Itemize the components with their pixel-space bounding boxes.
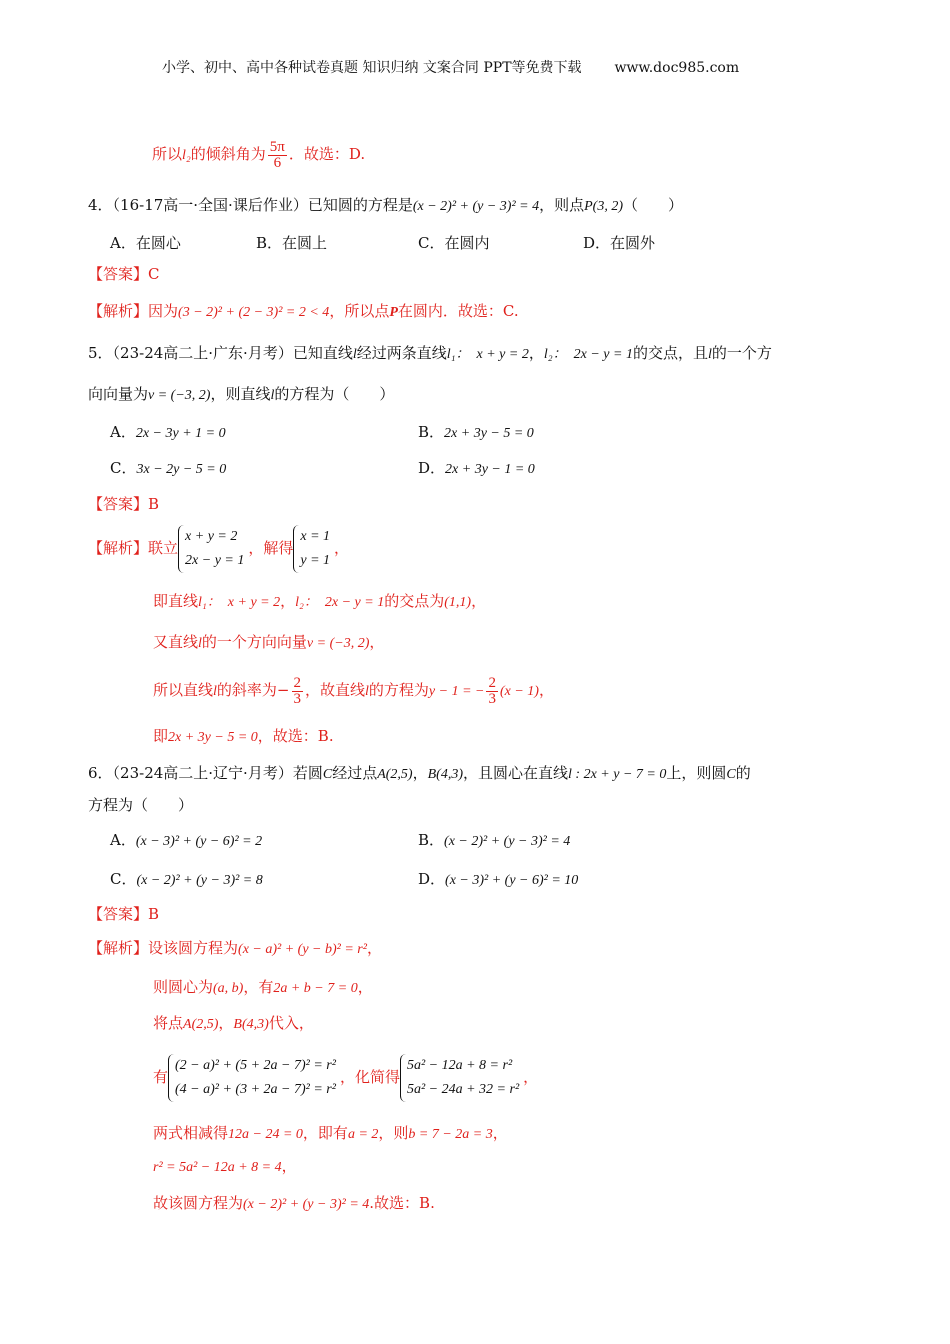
- question-4-option-c[interactable]: C．在圆内: [418, 234, 490, 252]
- question-5-analysis-step5: 即2x + 3y − 5 = 0，故选：B.: [153, 727, 334, 745]
- question-6-analysis-step5: 两式相减得12a − 24 = 0，即有a = 2，则b = 7 − 2a = 3，: [153, 1124, 508, 1142]
- question-6-analysis-step7: 故该圆方程为(x − 2)² + (y − 3)² = 4.故选：B.: [153, 1194, 435, 1212]
- question-5-analysis-step4: 所以直线l的斜率为− $\frac{2}{3}$ ，故直线l的方程为y − 1 = − $\frac{2}{3}$ (x − 1)，: [153, 674, 554, 707]
- question-5-option-d[interactable]: D．2x + 3y − 1 = 0: [418, 459, 535, 477]
- question-6-analysis-step1: 【解析】设该圆方程为(x − a)² + (y − b)² = r²，: [88, 939, 382, 957]
- question-5-analysis-step2: 即直线l₁： x + y = 2，l₂： 2x − y = 1的交点为(1,1)，: [153, 592, 487, 610]
- question-6-stem-line2: 方程为（ ）: [88, 796, 194, 814]
- question-4-option-b[interactable]: B．在圆上: [256, 234, 328, 252]
- question-6-answer: 【答案】B: [88, 905, 160, 923]
- question-5-analysis-step3: 又直线l的一个方向向量v = (−3, 2)，: [153, 633, 385, 651]
- question-6-analysis-step2: 则圆心为(a, b)，有2a + b − 7 = 0，: [153, 978, 373, 996]
- question-4-analysis: 【解析】因为(3 − 2)² + (2 − 3)² = 2 < 4，所以点P在圆内．故选：C.: [88, 302, 519, 320]
- question-6-stem-line1: 6．（23-24高二上·辽宁·月考）若圆C经过点A(2,5)，B(4,3)，且圆心在直线l : 2x + y − 7 = 0上，则圆C的: [88, 764, 751, 782]
- question-5-stem-line2: 向向量为v = (−3, 2)，则直线l的方程为（ ）: [88, 385, 395, 403]
- header-text: 小学、初中、高中各种试卷真题 知识归纳 文案合同 PPT等免费下载: [162, 60, 582, 76]
- previous-solution-conclusion: 所以l₂的倾斜角为 $\frac{5\pi}{6}$ ．故选：D.: [152, 138, 366, 171]
- header-url[interactable]: www.doc985.com: [614, 60, 740, 76]
- question-6-option-d[interactable]: D．(x − 3)² + (y − 6)² = 10: [418, 870, 579, 888]
- question-5-answer: 【答案】B: [88, 495, 160, 513]
- question-4-answer: 【答案】C: [88, 265, 160, 283]
- question-6-analysis-step4: 有 (2 − a)² + (5 + 2a − 7)² = r² (4 − a)² + (3 + 2a − 7)² = r² ，化简得 5a² − 12a + 8 = r² 5a² − 24a + 32 = r² ，: [153, 1049, 538, 1105]
- question-4-stem: 4．（16-17高一·全国·课后作业）已知圆的方程是(x − 2)² + (y − 3)² = 4，则点P(3, 2)（ ）: [88, 196, 684, 214]
- question-5-option-b[interactable]: B．2x + 3y − 5 = 0: [418, 423, 534, 441]
- question-6-option-c[interactable]: C．(x − 2)² + (y − 3)² = 8: [110, 870, 263, 888]
- page-header: [162, 57, 739, 79]
- question-6-analysis-step3: 将点A(2,5)，B(4,3)代入，: [153, 1014, 314, 1032]
- question-6-option-b[interactable]: B．(x − 2)² + (y − 3)² = 4: [418, 831, 571, 849]
- question-6-analysis-step6: r² = 5a² − 12a + 8 = 4，: [153, 1157, 297, 1175]
- question-4-option-a[interactable]: A．在圆心: [110, 234, 181, 252]
- question-5-option-a[interactable]: A．2x − 3y + 1 = 0: [110, 423, 226, 441]
- question-6-option-a[interactable]: A．(x − 3)² + (y − 6)² = 2: [110, 831, 263, 849]
- question-5-option-c[interactable]: C．3x − 2y − 5 = 0: [110, 459, 227, 477]
- question-4-option-d[interactable]: D．在圆外: [583, 234, 656, 252]
- question-5-analysis-step1: 【解析】联立 x + y = 2 2x − y = 1 ，解得 x = 1 y = 1 ，: [88, 522, 349, 574]
- question-5-stem-line1: 5．（23-24高二上·广东·月考）已知直线l经过两条直线l₁： x + y = 2，l₂： 2x − y = 1的交点，且l的一个方: [88, 344, 772, 362]
